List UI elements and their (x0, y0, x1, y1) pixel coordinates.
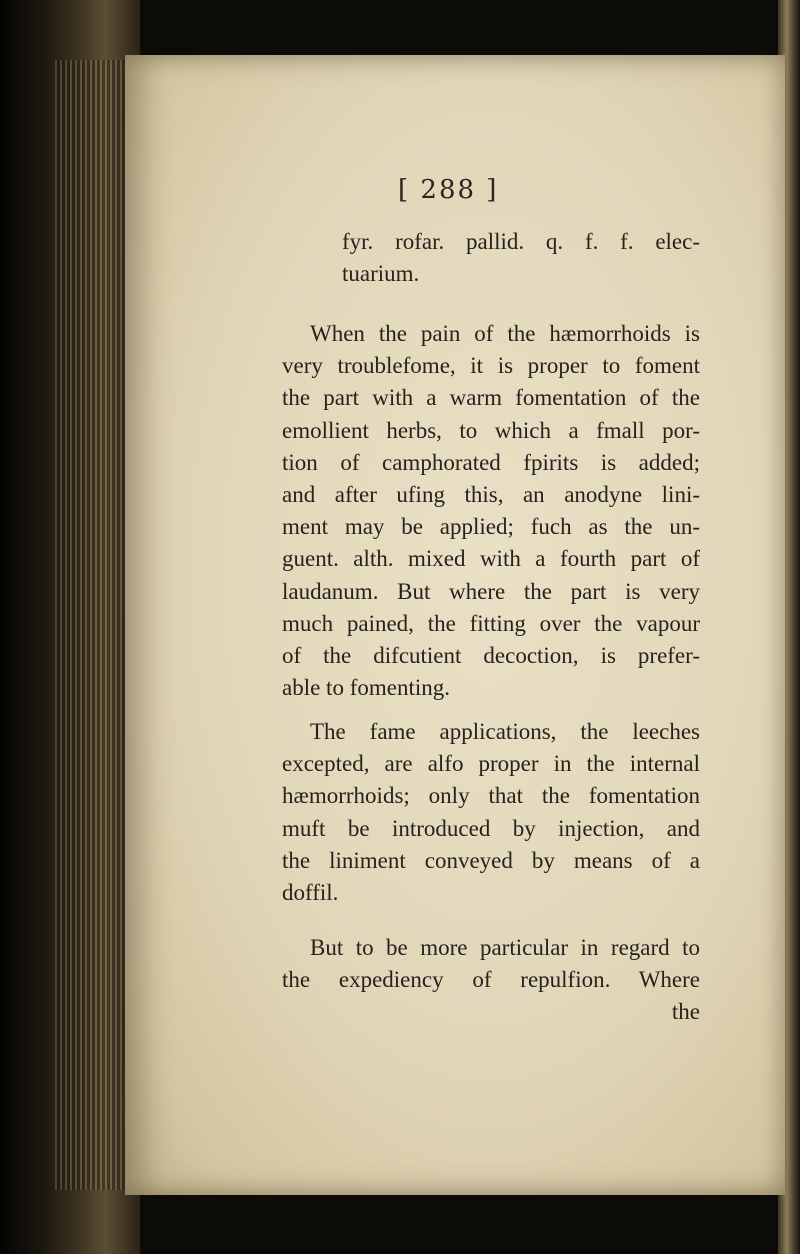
text-line: the part with a warm fomentation of the (282, 385, 700, 411)
text-line: hæmorrhoids; only that the fomentation (282, 783, 700, 809)
text-line: tion of camphorated fpirits is added; (282, 449, 700, 475)
text-line: the liniment conveyed by means of a (282, 847, 700, 873)
text-line: fyr. rofar. pallid. q. f. f. elec- (342, 229, 700, 254)
text-line: But to be more particular in regard to (310, 935, 700, 960)
text-line: able to fomenting. (282, 675, 450, 701)
page-number: [ 288 ] (398, 175, 499, 205)
text-line: of the difcutient decoction, is prefer- (282, 643, 700, 669)
text-line: The fame applications, the leeches (310, 719, 700, 744)
page-edges (55, 60, 135, 1190)
text-line: the expediency of repulfion. Where (282, 967, 700, 993)
catchword: the (671, 999, 700, 1025)
text-line: doffil. (282, 880, 339, 906)
text-line: muft be introduced by injection, and (282, 815, 700, 841)
paragraph-4 (282, 932, 700, 1029)
text-line: laudanum. But where the part is very (282, 578, 700, 604)
text-line: When the pain of the hæmorrhoids is (310, 321, 700, 346)
text-line: and after ufing this, an anodyne lini- (282, 482, 700, 508)
text-line: much pained, the fitting over the vapour (282, 610, 700, 636)
text-line: excepted, are alfo proper in the internal (282, 751, 700, 777)
paragraph-1 (282, 226, 700, 290)
paragraph-2 (282, 318, 700, 704)
paragraph-3 (282, 716, 700, 909)
text-line: ment may be applied; fuch as the un- (282, 514, 700, 540)
text-line: tuarium. (342, 261, 420, 287)
text-line: emollient herbs, to which a fmall por- (282, 417, 700, 443)
text-line: very troublefome, it is proper to foment (282, 353, 700, 379)
text-line: guent. alth. mixed with a fourth part of (282, 546, 700, 572)
